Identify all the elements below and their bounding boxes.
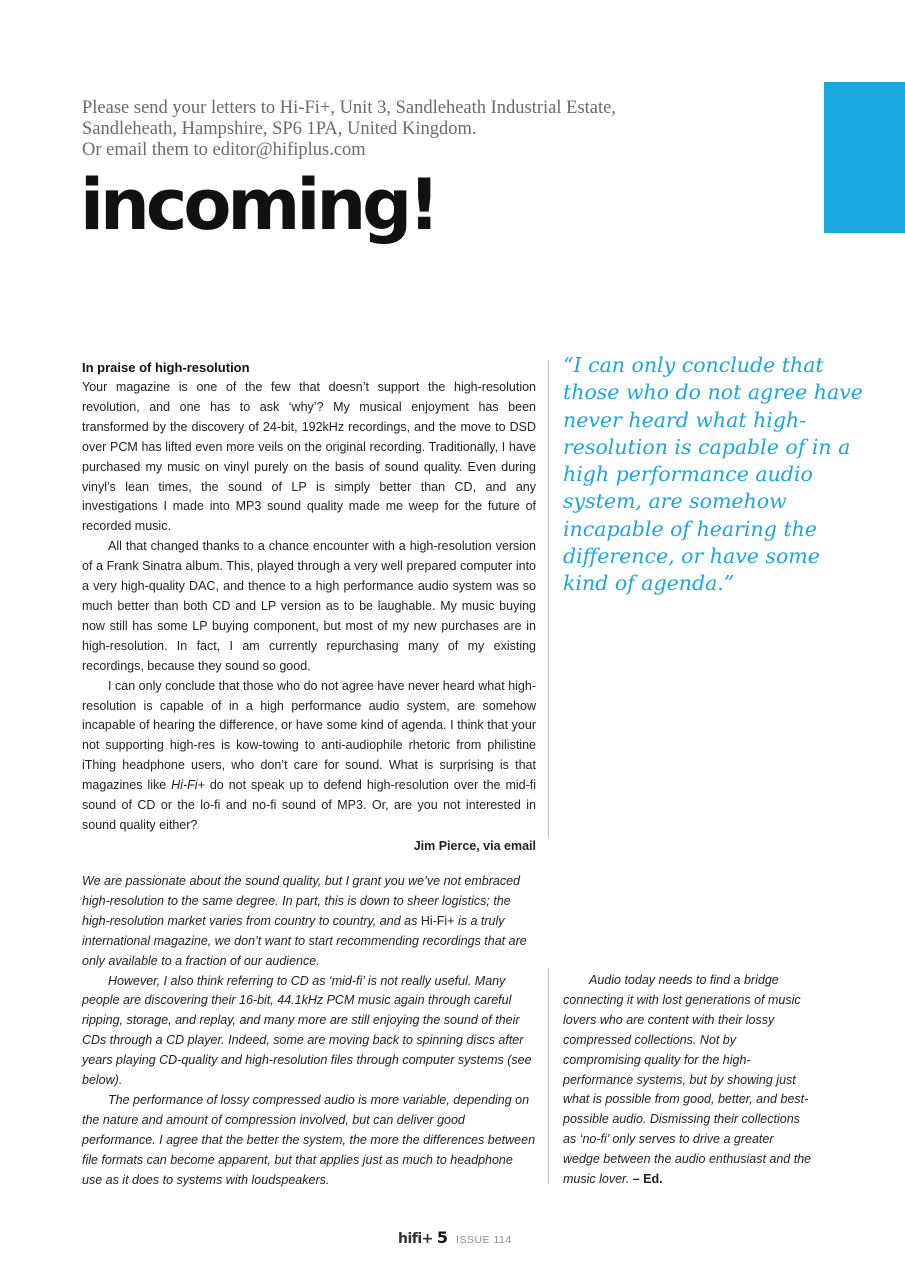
reply-text: We are passionate about the sound quality, but I grant you we’ve not embraced high-resolution to the same degree. In part, this is down to sheer logistics; the high-resolution market varies from country to country, and as: [82, 874, 521, 928]
reader-letter: [82, 358, 536, 856]
letter-text: I can only conclude that those who do not agree have never heard what high-resolution is capable of in a high performance audio system, are somehow incapable of hearing the difference, or have some kind of agenda. I think that your not supporting high-res is kow-towing to anti-audiophile rhetoric from philistine iThing headphone users, who don’t care for sound. What is surprising is that magazines like: [82, 678, 536, 793]
reply-text: Audio today needs to find a bridge connecting it with lost generations of music lovers who are content with their lossy compressed collections. Not by compromising quality for the high-performance systems, but by showing just what is possible from good, better, and best-possible audio. Dismissing their collections as ‘no-fi’ only serves to drive a greater wedge between the audio enthusiast and the music lover.: [563, 973, 812, 1187]
letter-signature: Jim Pierce, via email: [413, 838, 536, 853]
letter-paragraph: Your magazine is one of the few that doesn’t support the high-resolution revolution, and one has to ask ‘why’? My musical enjoyment has been transformed by the discovery of 24-bit, 192kHz recordings, and the move to DSD over PCM has lifted even more veils on the original recording. Traditionally, I have purchased my music on vinyl purely on the basis of sound quality. Even during vinyl’s lean times, the sound of LP is simply better than CD, and any investigations I made into MP3 sound quality made me weep for the future of recorded music.: [82, 380, 536, 534]
magazine-logo: hifi+: [398, 1231, 433, 1247]
letter-text: do not speak up to defend high-resolution over the mid-fi sound of CD or the lo-fi and no-fi sound of MP3. Or, are you not interested in sound quality either?: [82, 778, 536, 832]
reply-paragraph: The performance of lossy compressed audio is more variable, depending on the nature and amount of compression involved, but can deliver good performance. I agree that the better the system, the more the differences between file formats can become apparent, but that applies just as much to headphone use as it does to systems with loudspeakers.: [82, 1092, 536, 1187]
column-divider: [548, 968, 549, 1184]
page-title: incoming!: [80, 164, 437, 246]
editor-reply-continued: [563, 971, 813, 1190]
letters-address: [82, 98, 782, 161]
column-divider: [548, 360, 549, 838]
section-tab-marker: [824, 82, 905, 233]
reply-paragraph: [563, 971, 813, 1190]
address-line: Sandleheath, Hampshire, SP6 1PA, United Kingdom.: [82, 119, 477, 139]
magazine-name: Hi-Fi+: [420, 913, 455, 928]
letter-paragraph: [82, 677, 536, 836]
reply-paragraph: [82, 872, 536, 972]
address-line: Please send your letters to Hi-Fi+, Unit 3, Sandleheath Industrial Estate,: [82, 98, 616, 118]
reply-paragraph: However, I also think referring to CD as ‘mid-fi’ is not really useful. Many people are discovering their 16-bit, 44.1kHz PCM music again through careful ripping, storage, and replay, and many more are still enjoying the sound of their CDs through a CD player. Indeed, some are moving back to spinning discs after years playing CD-quality and high-resolution files through computer systems (see below).: [82, 973, 532, 1088]
address-line: Or email them to editor@hifiplus.com: [82, 140, 366, 160]
magazine-name: Hi-Fi+: [171, 778, 205, 793]
issue-label: ISSUE 114: [456, 1234, 512, 1246]
editor-reply: [82, 872, 536, 1191]
pull-quote: “I can only conclude that those who do not agree have never heard what high-resolution is capable of in a high performance audio system, are somehow incapable of hearing the difference, or have some kind of agenda.”: [563, 353, 863, 596]
letter-title: In praise of high-resolution: [82, 360, 250, 375]
page-footer: [398, 1228, 512, 1248]
page-number: 5: [436, 1228, 449, 1247]
editor-signoff: – Ed.: [632, 1172, 663, 1187]
reply-text: is a truly international magazine, we don’t want to start recommending recordings that are only available to a fraction of our audience.: [82, 913, 527, 968]
letter-paragraph: All that changed thanks to a chance encounter with a high-resolution version of a Frank Sinatra album. This, played through a very well prepared computer into a very high-quality DAC, and thence to a high performance audio system was so much better than both CD and LP version as to be laughable. My music buying now still has some LP buying component, but most of my new purchases are in high-resolution. In fact, I am currently repurchasing many of my existing recordings, because they sound so good.: [82, 539, 536, 673]
